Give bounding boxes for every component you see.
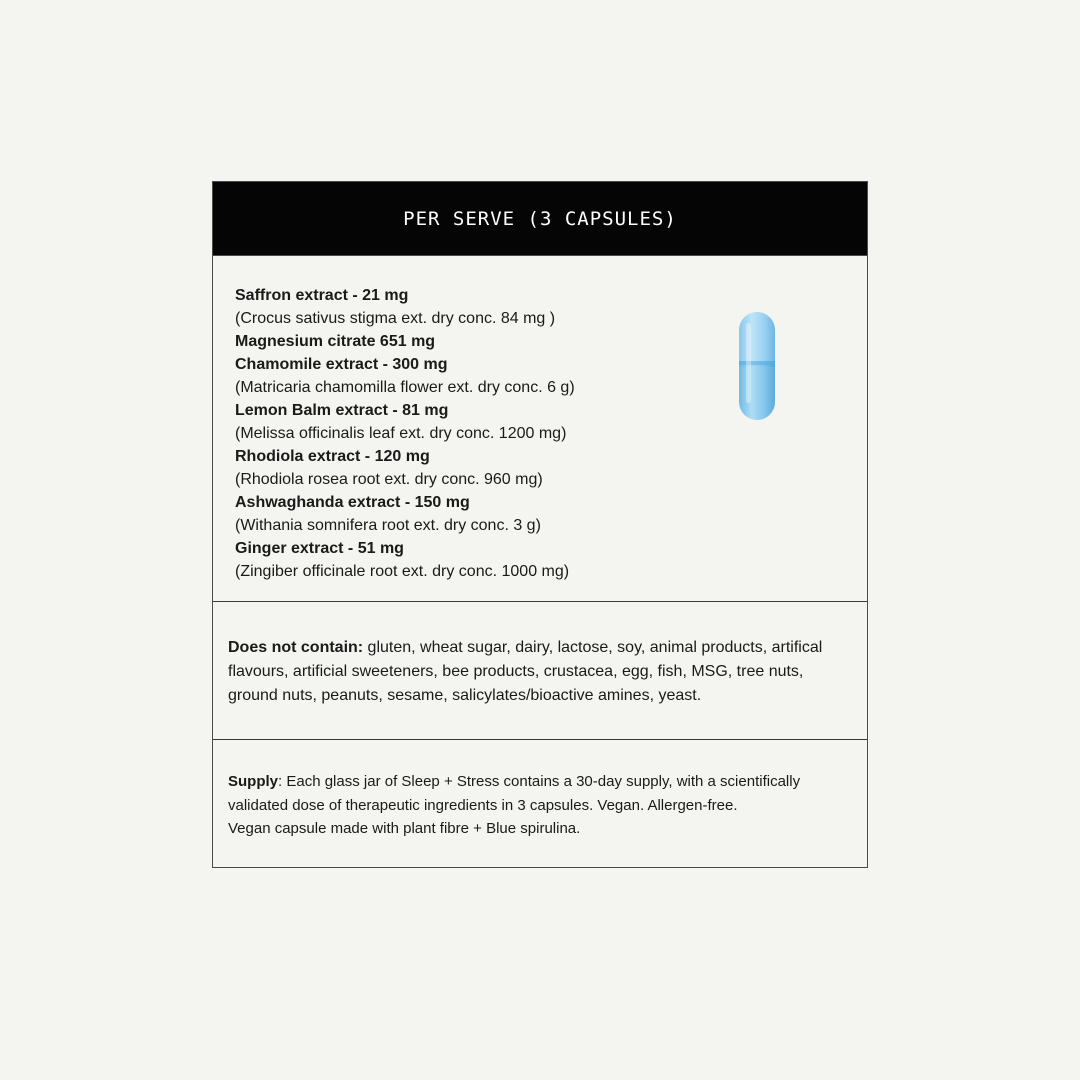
ingredient-item	[235, 537, 867, 583]
ingredient-desc: (Rhodiola rosea root ext. dry conc. 960 mg)	[235, 471, 543, 488]
ingredient-desc: (Zingiber officinale root ext. dry conc. 1000 mg)	[235, 563, 570, 580]
ingredients-section	[213, 256, 867, 602]
ingredient-name: Magnesium citrate 651 mg	[235, 333, 436, 350]
panel-title: PER SERVE (3 CAPSULES)	[403, 207, 677, 230]
ingredient-desc: (Matricaria chamomilla flower ext. dry conc. 6 g)	[235, 379, 575, 396]
ingredient-name: Ginger extract - 51 mg	[235, 540, 404, 557]
panel-header	[213, 182, 867, 256]
supply-capsule-text: Vegan capsule made with plant fibre + Blue spirulina.	[228, 820, 581, 837]
allergen-section	[213, 602, 867, 740]
ingredient-name: Lemon Balm extract - 81 mg	[235, 402, 449, 419]
ingredient-name: Rhodiola extract - 120 mg	[235, 448, 430, 465]
ingredient-name: Chamomile extract - 300 mg	[235, 356, 448, 373]
allergen-label: Does not contain:	[228, 639, 364, 656]
ingredient-desc: (Melissa officinalis leaf ext. dry conc. 1200 mg)	[235, 425, 567, 442]
supply-label: Supply	[228, 773, 279, 790]
ingredient-desc: (Crocus sativus stigma ext. dry conc. 84 mg )	[235, 310, 556, 327]
supply-text: : Each glass jar of Sleep + Stress contains a 30-day supply, with a scientifically validated dose of therapeutic ingredients in 3 capsules. Vegan. Allergen-free.	[228, 773, 801, 814]
ingredient-desc: (Withania somnifera root ext. dry conc. 3 g)	[235, 517, 541, 534]
allergen-text: gluten, wheat sugar, dairy, lactose, soy, animal products, artifical flavours, artificial sweeteners, bee products, crustacea, egg, fish, MSG, tree nuts, ground nuts, peanuts, sesame, salicylates/bioactive amines, yeast.	[228, 639, 823, 704]
ingredient-name: Ashwaghanda extract - 150 mg	[235, 494, 470, 511]
capsule-icon	[738, 311, 776, 421]
ingredient-item	[235, 491, 867, 537]
nutrition-panel	[212, 181, 868, 868]
supply-section	[213, 740, 867, 841]
ingredient-name: Saffron extract - 21 mg	[235, 287, 409, 304]
ingredient-item	[235, 445, 867, 491]
